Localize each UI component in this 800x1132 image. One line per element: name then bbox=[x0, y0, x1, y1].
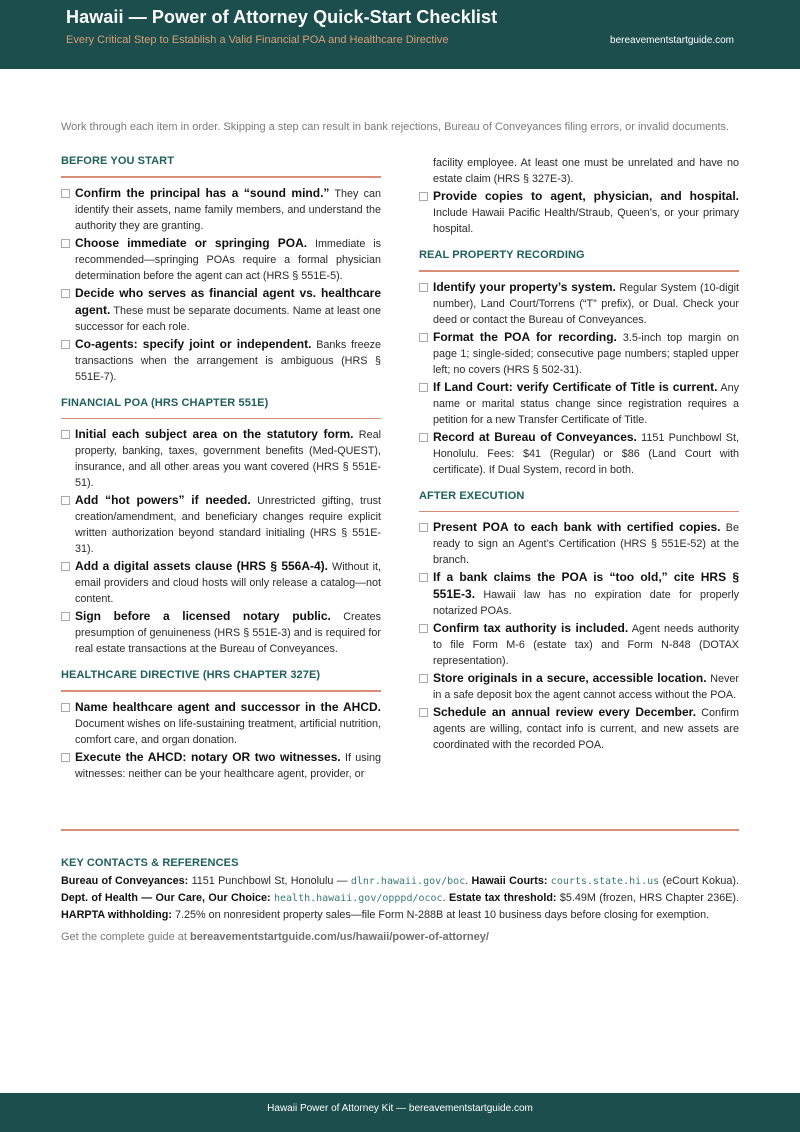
checklist-item bbox=[61, 336, 381, 385]
item-body: Banks freeze transactions when the arrangement is ambiguous (HRS § 551E-7). bbox=[75, 338, 381, 383]
checklist-healthcare-cont bbox=[419, 188, 739, 237]
item-body: Creates presumption of genuineness (HRS § 551E-3) and is required for real estate transactions at the Bureau of Conveyances. bbox=[75, 611, 381, 655]
checkbox[interactable] bbox=[419, 192, 428, 201]
page-subtitle: Every Critical Step to Establish a Valid Financial POA and Healthcare Directive bbox=[66, 34, 449, 46]
checkbox[interactable] bbox=[419, 433, 428, 442]
item-body: Unrestricted gifting, trust creation/amendment, and beneficiary changes require explicit written authorization beyond standard initialing (HRS § 551E-31). bbox=[75, 495, 381, 555]
checklist-item bbox=[419, 670, 739, 703]
courts-label: Hawaii Courts: bbox=[471, 875, 548, 887]
checklist-item bbox=[61, 426, 381, 491]
doh-label: Dept. of Health — Our Care, Our Choice: bbox=[61, 892, 271, 904]
item-lead: Provide copies to agent, physician, and hospital. bbox=[433, 189, 739, 203]
guide-line bbox=[61, 931, 739, 943]
checklist-item bbox=[419, 429, 739, 478]
item-lead: If a bank claims the POA is “too old,” cite HRS § 551E-3. bbox=[433, 570, 739, 601]
item-body: Real property, banking, taxes, government benefits (Med-QUEST), insurance, and all other areas you want covered (HRS § 551E-51). bbox=[75, 429, 381, 489]
checklist-healthcare bbox=[61, 699, 381, 782]
guide-link[interactable]: bereavementstartguide.com/us/hawaii/power-of-attorney/ bbox=[190, 931, 489, 943]
checkbox[interactable] bbox=[61, 703, 70, 712]
boc-label: Bureau of Conveyances: bbox=[61, 875, 189, 887]
checklist-item bbox=[419, 519, 739, 568]
item-body: Agent needs authority to file Form M-6 (estate tax) and Form N-848 (DOTAX representation). bbox=[433, 623, 740, 667]
checklist-item bbox=[61, 749, 381, 782]
checklist-item bbox=[419, 279, 739, 328]
item-lead: Confirm the principal has a “sound mind.” bbox=[75, 185, 330, 200]
checkbox[interactable] bbox=[61, 289, 70, 298]
item-lead: Name healthcare agent and successor in the AHCD. bbox=[75, 699, 381, 714]
checklist-item bbox=[61, 558, 381, 607]
item-lead: If Land Court: verify Certificate of Title is current. bbox=[433, 379, 718, 394]
item-body: Hawaii law has no expiration date for properly notarized POAs. bbox=[433, 589, 739, 617]
item-lead: Identify your property’s system. bbox=[433, 279, 616, 294]
guide-prefix: Get the complete guide at bbox=[61, 931, 191, 943]
section-title-after: AFTER EXECUTION bbox=[419, 489, 525, 502]
item-body: Document wishes on life-sustaining treatment, artificial nutrition, comfort care, and organ donation. bbox=[75, 717, 381, 746]
header-site-link[interactable]: bereavementstartguide.com bbox=[610, 35, 734, 46]
doh-link[interactable]: health.hawaii.gov/opppd/ococ bbox=[274, 893, 443, 904]
checkbox[interactable] bbox=[61, 612, 70, 621]
checkbox[interactable] bbox=[419, 708, 428, 717]
item-lead: Record at Bureau of Conveyances. bbox=[433, 429, 637, 444]
checkbox[interactable] bbox=[61, 562, 70, 571]
item-body: Include Hawaii Pacific Health/Straub, Queen’s, or your primary hospital. bbox=[433, 207, 739, 235]
item-lead: Decide who serves as financial agent vs. healthcare agent. bbox=[75, 285, 381, 317]
contacts-divider bbox=[61, 829, 739, 831]
item-lead: Sign before a licensed notary public. bbox=[75, 609, 331, 623]
checkbox[interactable] bbox=[419, 674, 428, 683]
right-column bbox=[419, 155, 739, 765]
item-lead: Execute the AHCD: notary OR two witnesses. bbox=[75, 749, 341, 764]
checklist-item bbox=[61, 492, 381, 557]
item-continuation: facility employee. At least one must be unrelated and have no estate claim (HRS § 327E-3). bbox=[433, 157, 739, 185]
checkbox[interactable] bbox=[419, 383, 428, 392]
harpta-label: HARPTA withholding: bbox=[61, 909, 172, 921]
item-lead: Confirm tax authority is included. bbox=[433, 621, 629, 635]
item-body: Confirm agents are willing, contact info is current, and new assets are coordinated with the recorded POA. bbox=[433, 707, 740, 751]
checkbox[interactable] bbox=[419, 333, 428, 342]
estate-text: $5.49M (frozen, HRS Chapter 236E). bbox=[556, 892, 740, 904]
contacts-title: KEY CONTACTS & REFERENCES bbox=[61, 857, 239, 869]
section-title-financial: FINANCIAL POA (HRS CHAPTER 551E) bbox=[61, 396, 269, 409]
item-body: Any name or marital status change since registration requires a petition for a new Transfer Certificate of Title. bbox=[433, 381, 740, 426]
item-lead: Present POA to each bank with certified copies. bbox=[433, 520, 721, 534]
contacts-section bbox=[61, 857, 739, 943]
item-body: 3.5-inch top margin on page 1; single-sided; consecutive page numbers; stapled upper left; no covers (HRS § 502-31). bbox=[433, 331, 739, 376]
checkbox[interactable] bbox=[61, 239, 70, 248]
checklist-realprop bbox=[419, 279, 739, 478]
item-body: Regular System (10-digit number), Land Court/Torrens (“T” prefix), or Dual. Check your deed or contact the Bureau of Conveyances. bbox=[433, 281, 739, 326]
intro-text: Work through each item in order. Skipping a step can result in bank rejections, Bureau of Conveyances filing errors, or invalid documents. bbox=[61, 121, 730, 133]
courts-note: (eCourt Kokua). bbox=[659, 875, 740, 887]
item-lead: Add a digital assets clause (HRS § 556A-4). bbox=[75, 559, 329, 573]
item-lead: Co-agents: specify joint or independent. bbox=[75, 336, 312, 351]
section-title-before: BEFORE YOU START bbox=[61, 155, 175, 167]
checklist-item bbox=[61, 608, 381, 657]
checkbox[interactable] bbox=[61, 753, 70, 762]
item-lead: Choose immediate or springing POA. bbox=[75, 235, 308, 250]
estate-label: Estate tax threshold: bbox=[448, 892, 557, 904]
item-lead: Add “hot powers” if needed. bbox=[75, 493, 251, 507]
checkbox[interactable] bbox=[419, 523, 428, 532]
courts-link[interactable]: courts.state.hi.us bbox=[550, 876, 660, 887]
footer-text: Hawaii Power of Attorney Kit — bereavementstartguide.com bbox=[267, 1103, 533, 1114]
section-title-realprop: REAL PROPERTY RECORDING bbox=[419, 249, 585, 261]
checkbox[interactable] bbox=[419, 573, 428, 582]
page-title: Hawaii — Power of Attorney Quick-Start Checklist bbox=[66, 7, 498, 27]
page-footer bbox=[0, 1093, 800, 1132]
item-lead: Schedule an annual review every December. bbox=[433, 705, 697, 719]
section-divider bbox=[419, 270, 739, 272]
page-header bbox=[0, 0, 800, 69]
checklist-item bbox=[61, 285, 381, 335]
checkbox[interactable] bbox=[61, 496, 70, 505]
contacts-text: Bureau of Conveyances: 1151 Punchbowl St, Honolulu — dlnr.hawaii.gov/boc. Hawaii Courts: courts.state.hi.us (eCourt Kokua). Dept. of Health — Our Care, Our Choice: health.hawaii.gov/opppd/ococ. Estate tax threshold: $5.49M (frozen, HRS Chapter 236E). HARPTA withholding: 7.25% on nonresident property sales—file Form N-288B at least 10 business days before closing for exemption. bbox=[61, 875, 740, 921]
checkbox[interactable] bbox=[61, 430, 70, 439]
checklist-item bbox=[61, 235, 381, 284]
item-lead: Initial each subject area on the statutory form. bbox=[75, 427, 354, 441]
left-column bbox=[61, 155, 381, 794]
harpta-text: 7.25% on nonresident property sales—file Form N-288B at least 10 business days before closing for exemption. bbox=[171, 909, 710, 921]
item-body: Never in a safe deposit box the agent cannot access without the POA. bbox=[433, 673, 739, 701]
section-divider bbox=[61, 418, 381, 420]
item-body: They can identify their assets, name family members, and understand the authority they are granting. bbox=[75, 187, 381, 232]
checkbox[interactable] bbox=[61, 189, 70, 198]
checklist-item bbox=[419, 704, 739, 753]
checklist-item bbox=[419, 188, 739, 237]
item-lead: Store originals in a secure, accessible location. bbox=[433, 671, 707, 685]
boc-link[interactable]: dlnr.hawaii.gov/boc bbox=[350, 876, 466, 887]
checklist-after bbox=[419, 519, 739, 753]
item-lead: Format the POA for recording. bbox=[433, 329, 617, 344]
checklist-item bbox=[419, 569, 739, 619]
item-body: Be ready to sign an Agent’s Certification (HRS § 551E-52) at the branch. bbox=[433, 522, 739, 566]
checklist-item bbox=[419, 329, 739, 378]
boc-address: 1151 Punchbowl St, Honolulu — bbox=[188, 875, 351, 887]
item-body: These must be separate documents. Name at least one successor for each role. bbox=[75, 304, 381, 333]
section-divider bbox=[61, 176, 381, 178]
item-body: Immediate is recommended—springing POAs require a formal physician determination before the agent can act (HRS § 551E-5). bbox=[75, 237, 381, 282]
checkbox[interactable] bbox=[61, 340, 70, 349]
checklist-item bbox=[419, 379, 739, 428]
checklist-before bbox=[61, 185, 381, 385]
section-divider bbox=[61, 690, 381, 692]
item-body: If using witnesses: neither can be your healthcare agent, provider, or bbox=[75, 751, 382, 780]
item-body: 1151 Punchbowl St, Honolulu. Fees: $41 (Regular) or $86 (Land Court with certificate). If Dual System, record in both. bbox=[433, 431, 739, 476]
checklist-financial bbox=[61, 426, 381, 657]
section-title-healthcare: HEALTHCARE DIRECTIVE (HRS CHAPTER 327E) bbox=[61, 669, 321, 681]
checkbox[interactable] bbox=[419, 283, 428, 292]
checkbox[interactable] bbox=[419, 624, 428, 633]
section-divider bbox=[419, 511, 739, 513]
checklist-item bbox=[61, 699, 381, 748]
checklist-item bbox=[61, 185, 381, 234]
item-body: Without it, email providers and cloud hosts will only release a catalog—not content. bbox=[75, 561, 381, 605]
checklist-item bbox=[419, 620, 739, 669]
